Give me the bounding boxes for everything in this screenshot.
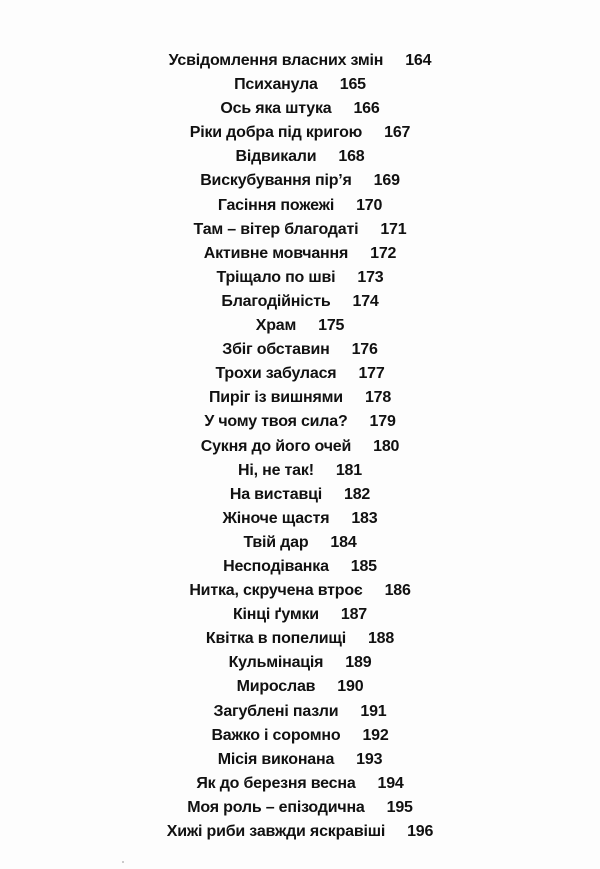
toc-entry-page-number: 165 [339,76,366,94]
toc-entry-title: Несподіванка [223,557,329,575]
toc-entry-page-number: 166 [353,100,380,118]
toc-entry-title: Збіг обставин [222,341,330,359]
toc-entry-title: Пиріг із вишнями [208,389,343,407]
toc-entry [0,338,600,362]
toc-entry [0,194,600,218]
toc-entry-title: Сукня до його очей [200,437,352,455]
toc-entry-title: Храм [255,317,297,335]
toc-entry-title: Нитка, скручена втроє [189,582,363,600]
toc-entry-page-number: 193 [356,750,383,768]
toc-entry-page-number: 169 [373,172,400,190]
toc-entry [0,772,600,796]
toc-entry [0,507,600,531]
toc-entry-page-number: 167 [384,124,411,142]
toc-entry-page-number: 184 [330,533,357,551]
toc-entry-title: Гасіння пожежі [217,196,335,214]
toc-entry [0,700,600,724]
toc-entry-title: Там – вітер благодаті [193,220,359,238]
toc-entry-page-number: 189 [345,654,372,672]
toc-entry [0,627,600,651]
toc-entry-title: На виставці [229,485,322,503]
toc-entry-page-number: 196 [407,823,434,840]
toc-entry [0,579,600,603]
toc-entry-page-number: 190 [337,678,364,696]
toc-entry-title: Вискубування пір’я [200,172,352,190]
toc-entry-title: Благодійність [221,292,331,310]
toc-entry-title: Тріщало по шві [216,268,336,286]
toc-entry [0,386,600,410]
toc-entry-title: Ось яка штука [220,100,332,118]
toc-entry-page-number: 191 [360,702,387,720]
toc-entry [0,242,600,266]
toc-entry [0,651,600,675]
toc-entry [0,459,600,483]
table-of-contents [0,49,600,844]
toc-entry-page-number: 170 [356,196,383,214]
toc-entry [0,145,600,169]
toc-entry-title: Хижі риби завжди яскравіші [166,823,386,840]
toc-entry [0,796,600,820]
toc-entry [0,724,600,748]
toc-entry-page-number: 182 [344,485,371,503]
toc-entry-title: Кінці ґумки [232,606,319,624]
toc-entry-page-number: 173 [357,268,384,286]
toc-entry-title: Усвідомлення власних змін [168,52,384,69]
toc-entry-title: Трохи забулася [215,365,337,383]
toc-entry-title: Жіноче щастя [222,509,330,527]
toc-entry [0,97,600,121]
toc-entry-page-number: 179 [369,413,396,431]
toc-entry-title: Психанула [234,76,318,94]
toc-entry-page-number: 194 [377,774,404,792]
toc-entry [0,531,600,555]
toc-entry-page-number: 178 [364,389,392,407]
toc-entry [0,290,600,314]
toc-entry-page-number: 180 [373,437,400,455]
toc-entry-title: Моя роль – епізодична [187,798,365,816]
toc-entry [0,555,600,579]
toc-entry-title: Твій дар [243,533,309,551]
toc-entry-page-number: 176 [351,341,378,359]
toc-entry-title: Як до березня весна [196,774,356,792]
toc-entry-title: Відвикали [235,148,317,166]
toc-entry-page-number: 183 [351,509,378,527]
toc-entry [0,362,600,386]
toc-entry [0,748,600,772]
toc-entry-title: Місія виконана [217,750,335,768]
toc-entry-title: Ріки добра під кригою [189,124,363,142]
toc-entry [0,218,600,242]
toc-entry-title: У чому твоя сила? [204,413,348,431]
toc-entry [0,820,600,844]
toc-entry-page-number: 172 [370,244,397,262]
toc-entry [0,675,600,699]
toc-entry-page-number: 185 [350,557,377,575]
toc-entry [0,266,600,290]
toc-entry-title: Активне мовчання [203,244,349,262]
toc-entry-page-number: 177 [358,365,385,383]
toc-entry-page-number: 175 [318,317,345,335]
toc-entry [0,49,600,73]
toc-entry-page-number: 192 [362,726,389,744]
toc-entry-page-number: 181 [335,461,362,479]
toc-entry-title: Ні, не так! [238,461,314,479]
toc-entry-title: Загублені пазли [213,702,339,720]
toc-entry [0,73,600,97]
toc-entry-page-number: 164 [405,52,432,69]
toc-entry [0,483,600,507]
toc-entry [0,169,600,193]
toc-entry [0,121,600,145]
toc-entry-title: Важко і соромно [211,726,341,744]
toc-entry-title: Мирослав [236,678,316,696]
toc-entry-page-number: 186 [384,582,411,600]
toc-entry-page-number: 171 [380,220,407,238]
toc-entry-page-number: 168 [338,148,365,166]
toc-entry-page-number: 187 [340,606,368,624]
toc-entry-page-number: 195 [386,798,413,816]
paper-speck [122,861,124,863]
toc-entry [0,314,600,338]
toc-entry [0,410,600,434]
toc-entry-title: Квітка в попелищі [205,630,346,648]
toc-entry [0,435,600,459]
toc-entry-page-number: 174 [352,292,379,310]
toc-entry [0,603,600,627]
toc-entry-title: Кульмінація [228,654,324,672]
toc-entry-page-number: 188 [367,630,395,648]
